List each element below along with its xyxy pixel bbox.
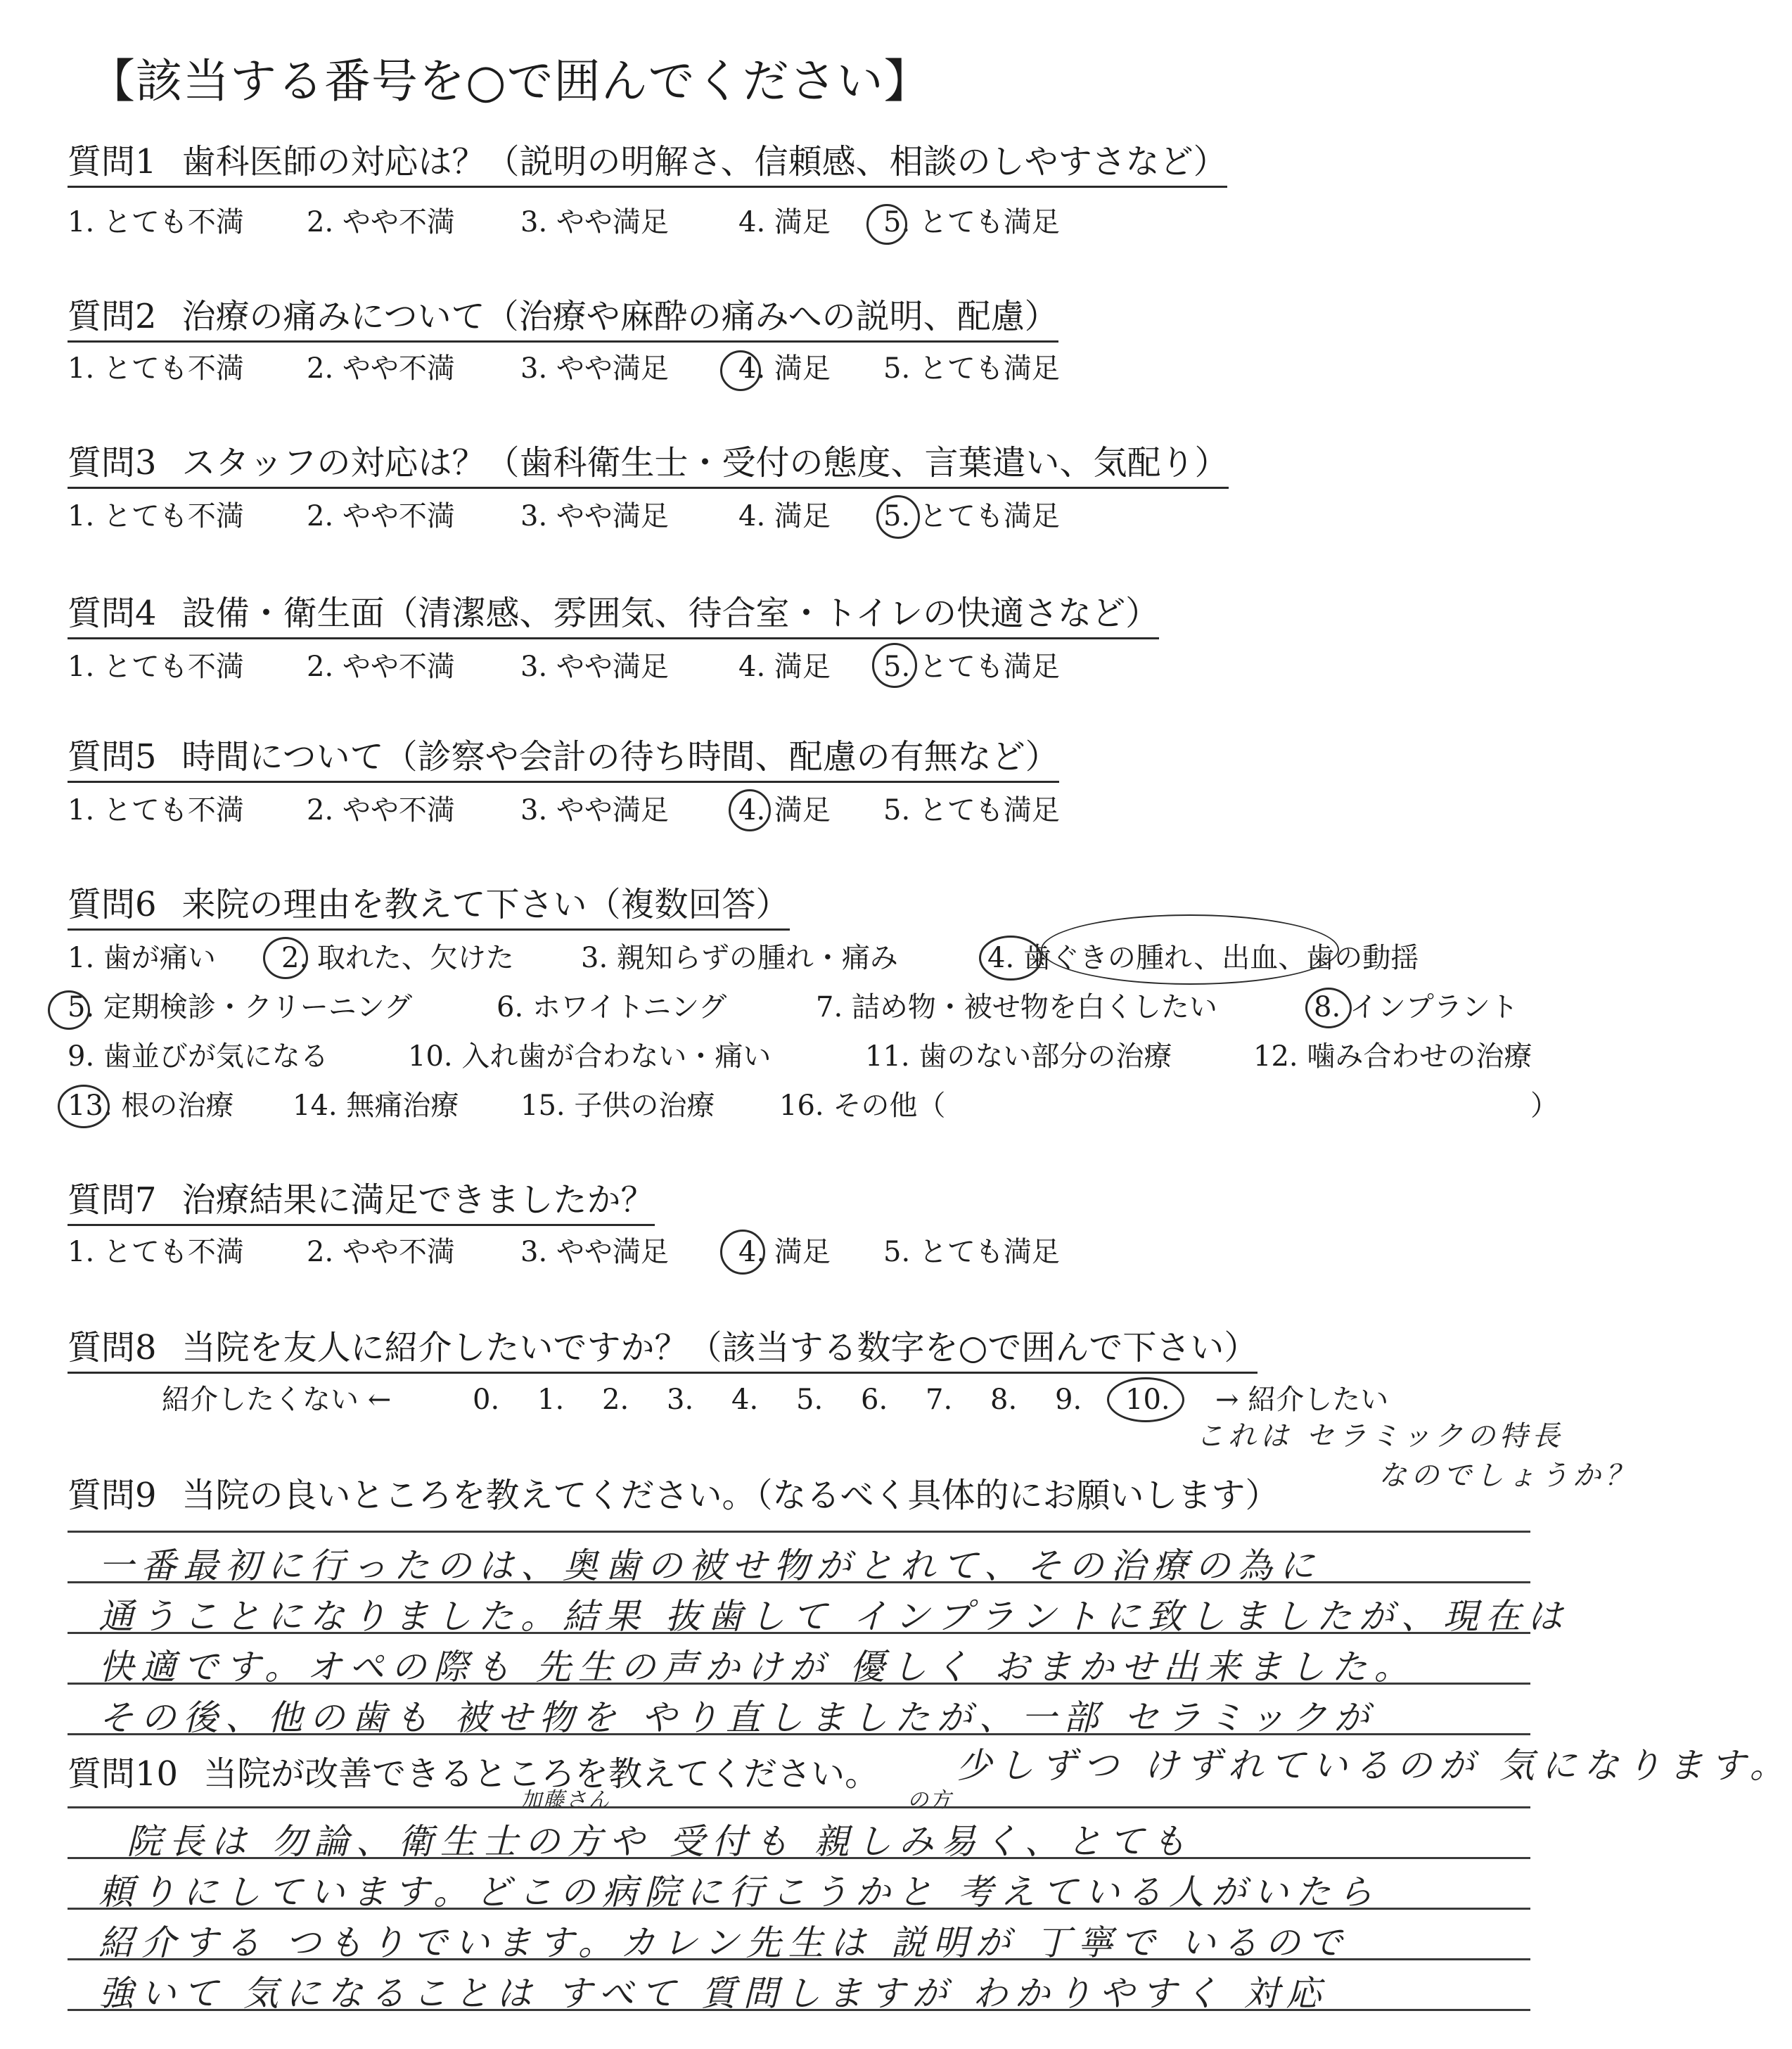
q5-option-3[interactable]: 3. やや満足: [520, 794, 669, 826]
q6-option-7[interactable]: 7. 詰め物・被せ物を白くしたい: [816, 991, 1217, 1023]
q6-option-10[interactable]: 10. 入れ歯が合わない・痛い: [408, 1040, 772, 1073]
q5-option-4[interactable]: 4. 満足: [738, 794, 831, 826]
q8-heading: [68, 1327, 1257, 1374]
q7-option-2[interactable]: 2. やや不満: [307, 1236, 455, 1268]
q3-option-2[interactable]: 2. やや不満: [307, 500, 455, 532]
q1-option-3[interactable]: 3. やや満足: [520, 206, 669, 238]
q5-heading: [68, 736, 1059, 783]
q9-answer-continuation: 少しずつ けずれているのが 気になります。: [956, 1745, 1792, 1786]
q5-option-1[interactable]: 1. とても不満: [68, 794, 244, 826]
q9-answer-line-1: 一番最初に行ったのは、奥歯の被せ物がとれて、その治療の為に: [98, 1545, 1321, 1586]
q3-answer-circle: [876, 495, 920, 539]
q6-option-5[interactable]: 5. 定期検診・クリーニング: [68, 991, 413, 1023]
q4-answer-circle: [872, 643, 917, 688]
q7-option-3[interactable]: 3. やや満足: [520, 1236, 669, 1268]
q1-heading: [68, 141, 1227, 188]
q10-note-name: 加藤さん: [520, 1788, 610, 1813]
q5-option-5[interactable]: 5. とても満足: [883, 794, 1060, 826]
q3-option-1[interactable]: 1. とても不満: [68, 500, 244, 532]
q6-option-14[interactable]: 14. 無痛治療: [293, 1090, 459, 1122]
q1-option-2[interactable]: 2. やや不満: [307, 206, 455, 238]
q6-text: 来院の理由を教えて下さい（複数回答）: [181, 885, 790, 924]
q8-number: 質問8: [68, 1328, 157, 1367]
q6-option-1[interactable]: 1. 歯が痛い: [68, 942, 216, 974]
q3-option-3[interactable]: 3. やや満足: [520, 500, 669, 532]
q4-option-1[interactable]: 1. とても不満: [68, 651, 244, 683]
q8-answer-circle: [1107, 1377, 1184, 1422]
q6-other-close: ）: [1530, 1090, 1559, 1122]
q6-option-3[interactable]: 3. 親知らずの腫れ・痛み: [581, 942, 898, 974]
q8-value-0[interactable]: 0.: [473, 1384, 500, 1416]
q8-value-6[interactable]: 6.: [861, 1384, 888, 1416]
q6-option-8[interactable]: 8. インプラント: [1314, 991, 1518, 1023]
q5-number: 質問5: [68, 737, 157, 777]
q8-value-9[interactable]: 9.: [1055, 1384, 1082, 1416]
q8-left-label: 紹介したくない ←: [162, 1384, 392, 1416]
q7-option-5[interactable]: 5. とても満足: [883, 1236, 1060, 1268]
q10-answer-line: [68, 1806, 1530, 1808]
q10-answer-line-2: 頼りにしています。どこの病院に行こうかと 考えている人がいたら: [98, 1872, 1380, 1913]
q6-option-9[interactable]: 9. 歯並びが気になる: [68, 1040, 328, 1073]
q2-option-3[interactable]: 3. やや満足: [520, 352, 669, 385]
q4-option-3[interactable]: 3. やや満足: [520, 651, 669, 683]
q6-option-4[interactable]: 4. 歯ぐきの腫れ、出血、歯の動揺: [987, 942, 1419, 974]
q2-answer-circle: [720, 350, 761, 391]
q10-number: 質問10: [68, 1754, 179, 1794]
q6-option-15[interactable]: 15. 子供の治療: [520, 1090, 715, 1122]
q6-circle-2: [263, 937, 308, 979]
q10-answer-line-1: 院長は 勿論、衛生士の方や 受付も 親しみ易く、とても: [127, 1821, 1193, 1862]
q1-option-5[interactable]: 5. とても満足: [883, 206, 1060, 238]
q7-text: 治療結果に満足できましたか？: [181, 1180, 655, 1220]
q3-option-5[interactable]: 5. とても満足: [883, 500, 1060, 532]
q3-number: 質問3: [68, 443, 157, 483]
q2-option-5[interactable]: 5. とても満足: [883, 352, 1060, 385]
q5-answer-circle: [729, 789, 771, 831]
q8-value-3[interactable]: 3.: [667, 1384, 694, 1416]
q2-heading: [68, 295, 1058, 343]
q9-text: 当院の良いところを教えてください。（なるべく具体的にお願いします）: [181, 1476, 1279, 1515]
q5-text: 時間について（診察や会計の待ち時間、配慮の有無など）: [181, 737, 1059, 777]
q2-option-1[interactable]: 1. とても不満: [68, 352, 244, 385]
q8-value-5[interactable]: 5.: [796, 1384, 824, 1416]
q7-number: 質問7: [68, 1180, 157, 1220]
q7-answer-circle: [720, 1230, 765, 1275]
q3-option-4[interactable]: 4. 満足: [738, 500, 831, 532]
q10-answer-line-3: 紹介する つもりでいます。カレン先生は 説明が 丁寧で いるので: [98, 1922, 1350, 1963]
q1-number: 質問1: [68, 142, 157, 181]
q10-note-extra: の方: [907, 1788, 952, 1813]
q9-answer-line-4: その後、他の歯も 被せ物を やり直しましたが、一部 セラミックが: [98, 1697, 1376, 1738]
q1-option-4[interactable]: 4. 満足: [738, 206, 831, 238]
q6-option-13[interactable]: 13. 根の治療: [68, 1090, 234, 1122]
q7-heading: [68, 1179, 655, 1226]
q6-option-11[interactable]: 11. 歯のない部分の治療: [865, 1040, 1172, 1073]
q4-option-4[interactable]: 4. 満足: [738, 651, 831, 683]
q7-option-4[interactable]: 4. 満足: [738, 1236, 831, 1268]
q1-answer-circle: [866, 204, 907, 245]
q8-value-7[interactable]: 7.: [926, 1384, 953, 1416]
q4-number: 質問4: [68, 594, 157, 633]
q1-text: 歯科医師の対応は？（説明の明解さ、信頼感、相談のしやすさなど）: [181, 142, 1227, 181]
q1-option-1[interactable]: 1. とても不満: [68, 206, 244, 238]
q9-answer-line: [68, 1531, 1530, 1533]
q8-text: 当院を友人に紹介したいですか？（該当する数字を○で囲んで下さい）: [181, 1328, 1258, 1367]
q8-value-8[interactable]: 8.: [990, 1384, 1018, 1416]
q8-value-2[interactable]: 2.: [602, 1384, 629, 1416]
q9-number: 質問9: [68, 1476, 157, 1515]
q3-text: スタッフの対応は？（歯科衛生士・受付の態度、言葉遣い、気配り）: [181, 443, 1229, 483]
q10-text: 当院が改善できるところを教えてください。: [203, 1754, 879, 1794]
q4-heading: [68, 592, 1159, 639]
q6-circle-8: [1305, 988, 1352, 1028]
q6-circle-4: [979, 936, 1042, 981]
q10-heading: [68, 1753, 878, 1795]
q6-circle-13: [58, 1085, 110, 1128]
q5-option-2[interactable]: 2. やや不満: [307, 794, 455, 826]
q8-value-1[interactable]: 1.: [537, 1384, 565, 1416]
q8-value-4[interactable]: 4.: [731, 1384, 759, 1416]
q9-answer-line-2: 通うことになりました。結果 抜歯して インプラントに致しましたが、現在は: [98, 1596, 1570, 1637]
q2-option-2[interactable]: 2. やや不満: [307, 352, 455, 385]
q8-right-label: → 紹介したい: [1215, 1384, 1389, 1416]
q6-circle-gum-note: [1041, 914, 1339, 985]
q6-option-2[interactable]: 2. 取れた、欠けた: [281, 942, 514, 974]
q3-heading: [68, 442, 1229, 489]
q4-option-5[interactable]: 5. とても満足: [883, 651, 1060, 683]
q6-option-16[interactable]: 16. その他（: [779, 1090, 946, 1122]
q6-option-6[interactable]: 6. ホワイトニング: [497, 991, 727, 1023]
q10-answer-line-4: 強いて 気になることは すべて 質問しますが わかりやすく 対応: [98, 1973, 1329, 2014]
q6-circle-5: [48, 990, 90, 1030]
q2-option-4[interactable]: 4. 満足: [738, 352, 831, 385]
q6-number: 質問6: [68, 885, 157, 924]
page-title: 【該当する番号を○で囲んでください】: [89, 54, 931, 108]
q4-option-2[interactable]: 2. やや不満: [307, 651, 455, 683]
q9-margin-note-2: なのでしょうか？: [1378, 1460, 1637, 1492]
q8-value-10[interactable]: 10.: [1125, 1384, 1170, 1416]
q9-heading: [68, 1474, 1279, 1517]
q9-margin-note-1: これは セラミックの特長: [1196, 1420, 1564, 1453]
q6-heading: [68, 883, 790, 931]
q2-number: 質問2: [68, 297, 157, 336]
q6-option-12[interactable]: 12. 噛み合わせの治療: [1253, 1040, 1532, 1073]
q4-text: 設備・衛生面（清潔感、雰囲気、待合室・トイレの快適さなど）: [181, 594, 1160, 633]
q9-answer-line-3: 快適です。オペの際も 先生の声かけが 優しく おまかせ出来ました。: [98, 1647, 1416, 1687]
q2-text: 治療の痛みについて（治療や麻酔の痛みへの説明、配慮）: [181, 297, 1058, 336]
q7-option-1[interactable]: 1. とても不満: [68, 1236, 244, 1268]
